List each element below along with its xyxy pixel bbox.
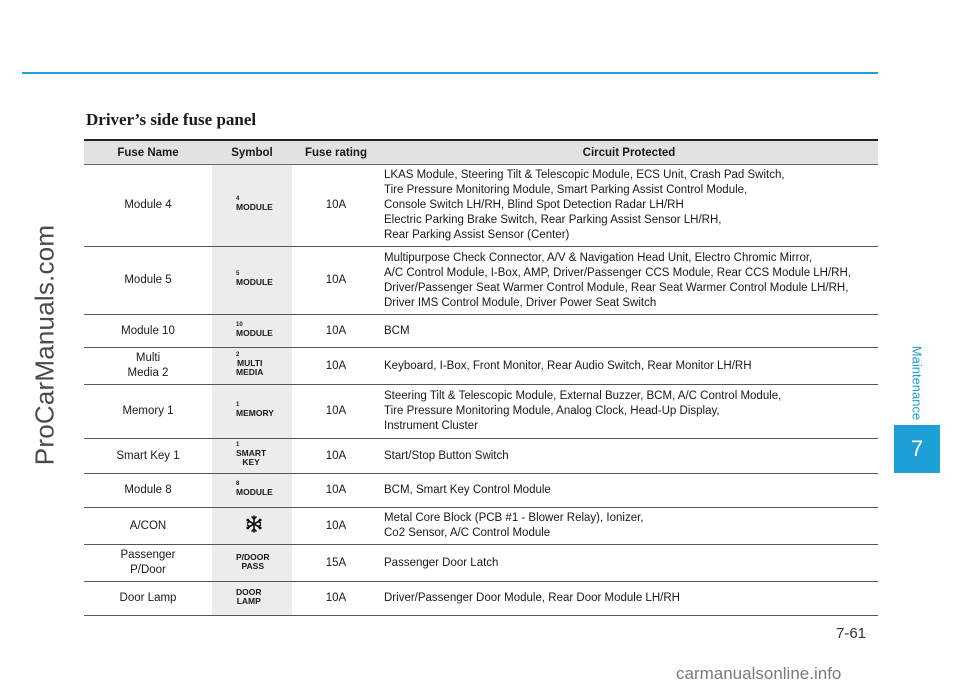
circuit-line: Driver IMS Control Module, Driver Power Seat Switch	[384, 296, 657, 309]
fuse-symbol-text: MODULE	[236, 277, 273, 287]
fuse-symbol-number: 1	[236, 402, 240, 408]
fuse-symbol-cell	[212, 165, 292, 247]
chapter-side-label-text: Maintenance	[909, 345, 925, 421]
circuit-line: A/C Control Module, I-Box, AMP, Driver/Passenger CCS Module, Rear CCS Module LH/RH,	[384, 266, 851, 279]
fuse-symbol-number: 5	[236, 271, 240, 277]
circuit-line: Electric Parking Brake Switch, Rear Parking Assist Sensor LH/RH,	[384, 214, 722, 226]
fuse-symbol-number: 8	[236, 481, 240, 487]
top-accent-rule	[22, 72, 878, 74]
circuit-line: Passenger Door Latch	[384, 556, 499, 569]
circuit-line: Co2 Sensor, A/C Control Module	[384, 527, 551, 539]
circuit-protected-cell	[380, 348, 878, 385]
circuit-line: Driver/Passenger Door Module, Rear Door Module LH/RH	[384, 592, 680, 604]
fuse-symbol-cell	[212, 315, 292, 348]
table-row	[84, 385, 878, 439]
fuse-symbol-label	[236, 271, 273, 287]
circuit-protected-cell	[380, 439, 878, 474]
fuse-symbol-text: DOOR	[236, 587, 262, 597]
fuse-symbol-number: 2	[236, 352, 240, 358]
table-row	[84, 545, 878, 582]
snowflake-icon	[244, 514, 264, 539]
fuse-symbol-label	[236, 588, 262, 606]
circuit-line: BCM	[384, 324, 410, 337]
fuse-name-line: Module 10	[121, 324, 175, 337]
circuit-protected-cell	[380, 474, 878, 508]
circuit-line: BCM, Smart Key Control Module	[384, 484, 551, 496]
fuse-name-cell	[84, 508, 212, 545]
fuse-symbol-number: 10	[236, 321, 243, 328]
fuse-symbol-text: MEMORY	[236, 408, 274, 418]
circuit-line: Start/Stop Button Switch	[384, 449, 509, 462]
fuse-symbol-label	[236, 196, 273, 212]
circuit-line: Console Switch LH/RH, Blind Spot Detection Radar LH/RH	[384, 199, 684, 211]
fuse-name-line: A/CON	[129, 519, 167, 532]
fuse-symbol-label	[236, 553, 270, 571]
fuse-symbol-cell	[212, 582, 292, 616]
circuit-line: Keyboard, I-Box, Front Monitor, Rear Audio Switch, Rear Monitor LH/RH	[384, 359, 752, 372]
fuse-rating-cell: 10A	[292, 385, 380, 439]
fuse-table-body	[84, 165, 878, 616]
fuse-name-line: Multi	[135, 352, 161, 364]
fuse-symbol-cell	[212, 385, 292, 439]
footer-watermark: carmanualsonline.info	[676, 664, 842, 683]
fuse-name-cell	[84, 247, 212, 315]
fuse-symbol-text: LAMP	[236, 596, 261, 606]
circuit-line: Tire Pressure Monitoring Module, Analog Clock, Head-Up Display,	[384, 405, 720, 417]
circuit-line: Tire Pressure Monitoring Module, Smart Parking Assist Control Module,	[384, 184, 748, 196]
fuse-name-cell	[84, 385, 212, 439]
side-watermark	[0, 0, 90, 689]
table-row	[84, 348, 878, 385]
fuse-rating-cell: 10A	[292, 474, 380, 508]
fuse-symbol-text: MODULE	[236, 327, 273, 338]
fuse-table-header	[84, 140, 878, 165]
table-row	[84, 165, 878, 247]
table-row	[84, 508, 878, 545]
fuse-symbol-cell	[212, 247, 292, 315]
circuit-line: Metal Core Block (PCB #1 - Blower Relay), Ionizer,	[384, 512, 644, 524]
circuit-line: LKAS Module, Steering Tilt & Telescopic Module, ECS Unit, Crash Pad Switch,	[384, 169, 785, 181]
fuse-symbol-label	[236, 442, 266, 467]
fuse-symbol-label	[236, 322, 273, 338]
section-title: Driver’s side fuse panel	[86, 110, 257, 129]
fuse-symbol-text: PASS	[241, 560, 265, 571]
fuse-name-line: Door Lamp	[119, 592, 177, 604]
fuse-symbol-number: 4	[236, 196, 240, 202]
circuit-line: Multipurpose Check Connector, A/V & Navigation Head Unit, Electro Chromic Mirror,	[384, 251, 813, 264]
table-row	[84, 474, 878, 508]
fuse-symbol-label	[236, 352, 263, 377]
fuse-symbol-text: MULTI	[237, 358, 263, 368]
header-circuit-protected: Circuit Protected	[380, 140, 878, 165]
fuse-symbol-cell	[212, 348, 292, 385]
fuse-name-cell	[84, 439, 212, 474]
fuse-rating-cell: 10A	[292, 247, 380, 315]
chapter-number-badge: 7	[894, 425, 940, 473]
fuse-symbol-text: MODULE	[236, 202, 273, 212]
circuit-protected-cell	[380, 165, 878, 247]
fuse-symbol-cell	[212, 439, 292, 474]
fuse-symbol-text: MODULE	[236, 487, 273, 497]
fuse-name-line: Module 8	[124, 484, 172, 496]
fuse-name-line: Module 4	[124, 199, 172, 211]
fuse-name-line: Passenger	[120, 549, 176, 561]
table-row	[84, 439, 878, 474]
fuse-symbol-cell	[212, 474, 292, 508]
header-fuse-rating: Fuse rating	[292, 140, 380, 165]
fuse-symbol-text: SMART	[236, 448, 267, 458]
table-row	[84, 247, 878, 315]
circuit-protected-cell	[380, 508, 878, 545]
fuse-name-cell	[84, 165, 212, 247]
circuit-line: Instrument Cluster	[384, 420, 478, 432]
fuse-name-line: Media 2	[127, 367, 169, 379]
fuse-name-cell	[84, 545, 212, 582]
fuse-rating-cell: 10A	[292, 439, 380, 474]
chapter-side-label	[894, 338, 940, 428]
header-symbol: Symbol	[212, 140, 292, 165]
fuse-rating-cell: 10A	[292, 165, 380, 247]
circuit-protected-cell	[380, 385, 878, 439]
table-row	[84, 315, 878, 348]
fuse-symbol-text: MEDIA	[236, 367, 264, 377]
fuse-name-line: Smart Key 1	[116, 449, 180, 462]
fuse-symbol-cell	[212, 545, 292, 582]
fuse-name-line: Module 5	[124, 274, 172, 286]
circuit-line: Rear Parking Assist Sensor (Center)	[384, 229, 570, 241]
fuse-rating-cell: 10A	[292, 348, 380, 385]
fuse-symbol-text: P/DOOR	[236, 551, 270, 562]
fuse-table	[84, 139, 878, 616]
fuse-name-line: P/Door	[130, 564, 166, 576]
fuse-name-cell	[84, 315, 212, 348]
circuit-protected-cell	[380, 545, 878, 582]
table-row	[84, 582, 878, 616]
fuse-symbol-label	[236, 402, 274, 418]
fuse-symbol-label	[236, 481, 273, 497]
fuse-symbol-text: KEY	[242, 457, 260, 467]
watermark-text: ProCarManuals.com	[29, 224, 60, 466]
circuit-protected-cell	[380, 315, 878, 348]
circuit-protected-cell	[380, 247, 878, 315]
circuit-line: Driver/Passenger Seat Warmer Control Module, Rear Seat Warmer Control Module LH/RH,	[384, 281, 849, 294]
fuse-name-cell	[84, 474, 212, 508]
page-number: 7-61	[836, 625, 867, 642]
circuit-line: Steering Tilt & Telescopic Module, External Buzzer, BCM, A/C Control Module,	[384, 390, 782, 402]
fuse-name-line: Memory 1	[122, 405, 174, 417]
fuse-rating-cell: 15A	[292, 545, 380, 582]
fuse-rating-cell: 10A	[292, 508, 380, 545]
fuse-name-cell	[84, 582, 212, 616]
fuse-rating-cell: 10A	[292, 582, 380, 616]
circuit-protected-cell	[380, 582, 878, 616]
header-fuse-name: Fuse Name	[84, 140, 212, 165]
fuse-symbol-cell	[212, 508, 292, 545]
fuse-name-cell	[84, 348, 212, 385]
fuse-symbol-number: 1	[236, 442, 240, 448]
fuse-rating-cell: 10A	[292, 315, 380, 348]
